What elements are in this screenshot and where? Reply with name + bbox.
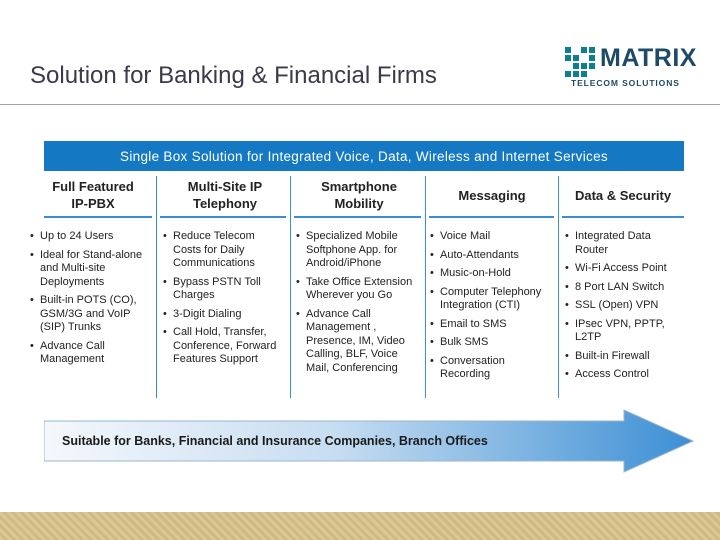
column-divider bbox=[290, 176, 291, 398]
list-item: • Advance Call Management , Presence, IM, Video Calling, BLF, Voice Mail, Conferencing bbox=[296, 308, 422, 376]
solution-banner: Single Box Solution for Integrated Voice, Data, Wireless and Internet Services bbox=[44, 141, 684, 171]
logo-tagline: TELECOM SOLUTIONS bbox=[571, 78, 680, 88]
list-item: • Email to SMS bbox=[430, 318, 556, 332]
footer-band bbox=[0, 512, 720, 540]
list-item: • Call Hold, Transfer, Conference, Forward Features Support bbox=[163, 326, 283, 367]
heading-underline bbox=[44, 216, 152, 218]
heading-underline bbox=[294, 216, 421, 218]
list-item: • Up to 24 Users bbox=[30, 230, 152, 244]
list-item: • 3-Digit Dialing bbox=[163, 308, 283, 322]
list-item: • Advance Call Management bbox=[30, 340, 152, 367]
feature-list-data-security bbox=[565, 230, 685, 387]
column-divider bbox=[156, 176, 157, 398]
column-heading-multi-site: Multi-Site IP Telephony bbox=[187, 179, 263, 211]
logo-grid-icon bbox=[565, 47, 595, 77]
list-item: • Built-in Firewall bbox=[565, 350, 685, 364]
column-heading-messaging: Messaging bbox=[458, 187, 526, 203]
feature-list-smartphone bbox=[296, 230, 422, 380]
heading-underline bbox=[562, 216, 684, 218]
arrow-label: Suitable for Banks, Financial and Insurance Companies, Branch Offices bbox=[62, 434, 488, 448]
column-heading-data-security: Data & Security bbox=[574, 187, 672, 203]
list-item: • Ideal for Stand-alone and Multi-site Deployments bbox=[30, 249, 152, 290]
list-item: • Auto-Attendants bbox=[430, 249, 556, 263]
list-item: • Access Control bbox=[565, 368, 685, 382]
list-item: • Voice Mail bbox=[430, 230, 556, 244]
list-item: • Wi-Fi Access Point bbox=[565, 262, 685, 276]
list-item: • Bulk SMS bbox=[430, 336, 556, 350]
list-item: • Music-on-Hold bbox=[430, 267, 556, 281]
list-item: • Reduce Telecom Costs for Daily Communications bbox=[163, 230, 283, 271]
column-heading-smartphone: Smartphone Mobility bbox=[321, 179, 397, 211]
slide-title: Solution for Banking & Financial Firms bbox=[30, 62, 437, 89]
column-divider bbox=[425, 176, 426, 398]
heading-underline bbox=[429, 216, 554, 218]
list-item: • Computer Telephony Integration (CTI) bbox=[430, 286, 556, 313]
logo-wordmark: MATRIX bbox=[600, 44, 697, 72]
list-item: • Integrated Data Router bbox=[565, 230, 685, 257]
feature-list-multi-site bbox=[163, 230, 283, 372]
matrix-logo bbox=[565, 44, 697, 92]
heading-underline bbox=[160, 216, 286, 218]
title-divider bbox=[0, 104, 720, 105]
list-item: • Bypass PSTN Toll Charges bbox=[163, 276, 283, 303]
list-item: • Specialized Mobile Softphone App. for Android/iPhone bbox=[296, 230, 422, 271]
list-item: • Take Office Extension Wherever you Go bbox=[296, 276, 422, 303]
list-item: • Built-in POTS (CO), GSM/3G and VoIP (SIP) Trunks bbox=[30, 294, 152, 335]
list-item: • IPsec VPN, PPTP, L2TP bbox=[565, 318, 685, 345]
column-heading-ip-pbx: Full Featured IP-PBX bbox=[52, 179, 134, 211]
list-item: • 8 Port LAN Switch bbox=[565, 281, 685, 295]
feature-list-messaging bbox=[430, 230, 556, 387]
list-item: • Conversation Recording bbox=[430, 355, 556, 382]
feature-list-ip-pbx bbox=[30, 230, 152, 372]
list-item: • SSL (Open) VPN bbox=[565, 299, 685, 313]
column-divider bbox=[558, 176, 559, 398]
